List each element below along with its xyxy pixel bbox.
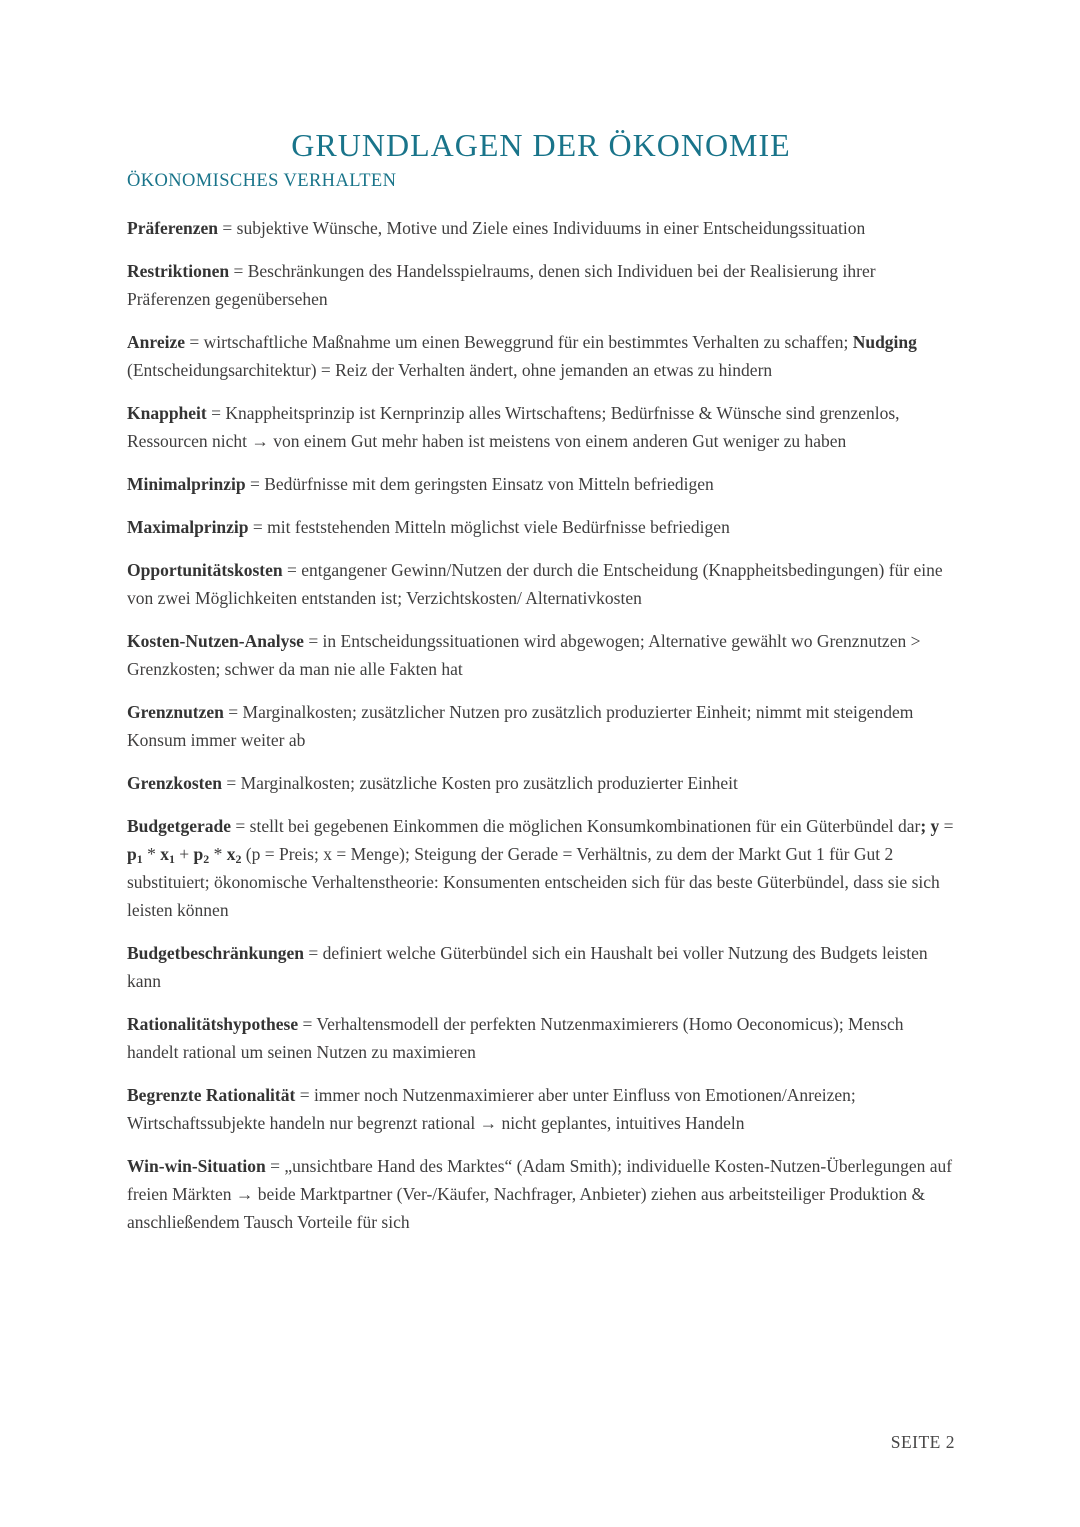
definition-minimalprinzip: Minimalprinzip = Bedürfnisse mit dem geringsten Einsatz von Mitteln befriedigen: [127, 473, 714, 494]
page-title: GRUNDLAGEN DER ÖKONOMIE: [291, 127, 791, 163]
section-heading: ÖKONOMISCHES VERHALTEN: [127, 171, 397, 192]
definition-rationalit-tshypothese: Rationalitätshypothese = Verhaltensmodell der perfekten Nutzenmaximierers (Homo Oeconomicus); Mensch handelt rational um seinen Nutzen zu maximieren: [127, 1013, 904, 1062]
definition-pr-ferenzen: Präferenzen = subjektive Wünsche, Motive und Ziele eines Individuums in einer Entscheidungssituation: [127, 217, 866, 238]
definitions-list: [127, 214, 955, 1236]
definition-maximalprinzip: Maximalprinzip = mit feststehenden Mitteln möglichst viele Bedürfnisse befriedigen: [127, 516, 730, 537]
definition-opportunit-tskosten: Opportunitätskosten = entgangener Gewinn/Nutzen der durch die Entscheidung (Knappheitsbedingungen) für eine von zwei Möglichkeiten entstanden ist; Verzichtskosten/ Alternativkosten: [127, 559, 943, 608]
definition-kosten-nutzen-analyse: Kosten-Nutzen-Analyse = in Entscheidungssituationen wird abgewogen; Alternative gewählt wo Grenznutzen > Grenzkosten; schwer da man nie alle Fakten hat: [127, 630, 921, 679]
definition-restriktionen: Restriktionen = Beschränkungen des Handelsspielraums, denen sich Individuen bei der Realisierung ihrer Präferenzen gegenübersehen: [127, 260, 876, 309]
definition-anreize: Anreize = wirtschaftliche Maßnahme um einen Beweggrund für ein bestimmtes Verhalten zu schaffen; Nudging (Entscheidungsarchitektur) = Reiz der Verhalten ändert, ohne jemanden an etwas zu hindern: [127, 331, 917, 380]
definition-budgetbeschr-nkungen: Budgetbeschränkungen = definiert welche Güterbündel sich ein Haushalt bei voller Nutzung des Budgets leisten kann: [127, 942, 928, 991]
definition-win-win-situation: Win-win-Situation = „unsichtbare Hand des Marktes“ (Adam Smith); individuelle Kosten-Nutzen-Überlegungen auf freien Märkten → beide Marktpartner (Ver-/Käufer, Nachfrager, Anbieter) ziehen aus arbeitsteiliger Produktion & anschließendem Tausch Vorteile für sich: [127, 1155, 953, 1232]
page-number: SEITE 2: [890, 1432, 955, 1452]
definition-knappheit: Knappheit = Knappheitsprinzip ist Kernprinzip alles Wirtschaftens; Bedürfnisse & Wünsche sind grenzenlos, Ressourcen nicht → von einem Gut mehr haben ist meistens von einem anderen Gut weniger zu haben: [127, 402, 900, 451]
definition-begrenzte-rationalit-t: Begrenzte Rationalität = immer noch Nutzenmaximierer aber unter Einfluss von Emotionen/Anreizen; Wirtschaftssubjekte handeln nur begrenzt rational → nicht geplantes, intuitives Handeln: [127, 1084, 856, 1133]
definition-grenzkosten: Grenzkosten = Marginalkosten; zusätzliche Kosten pro zusätzlich produzierter Einheit: [127, 772, 738, 793]
definition-grenznutzen: Grenznutzen = Marginalkosten; zusätzlicher Nutzen pro zusätzlich produzierter Einheit; nimmt mit steigendem Konsum immer weiter ab: [127, 701, 914, 750]
definition-budgetgerade: Budgetgerade = stellt bei gegebenen Einkommen die möglichen Konsumkombinationen für ein Güterbündel dar; $y = p_1 * x_1 + p_2 * x_2$ (p = Preis; x = Menge); Steigung der Gerade = Verhältnis, zu dem der Markt Gut 1 für Gut 2 substituiert; ökonomische Verhaltenstheorie: Konsumenten entscheiden sich für das beste Güterbündel, dass sie sich leisten können: [127, 815, 954, 920]
